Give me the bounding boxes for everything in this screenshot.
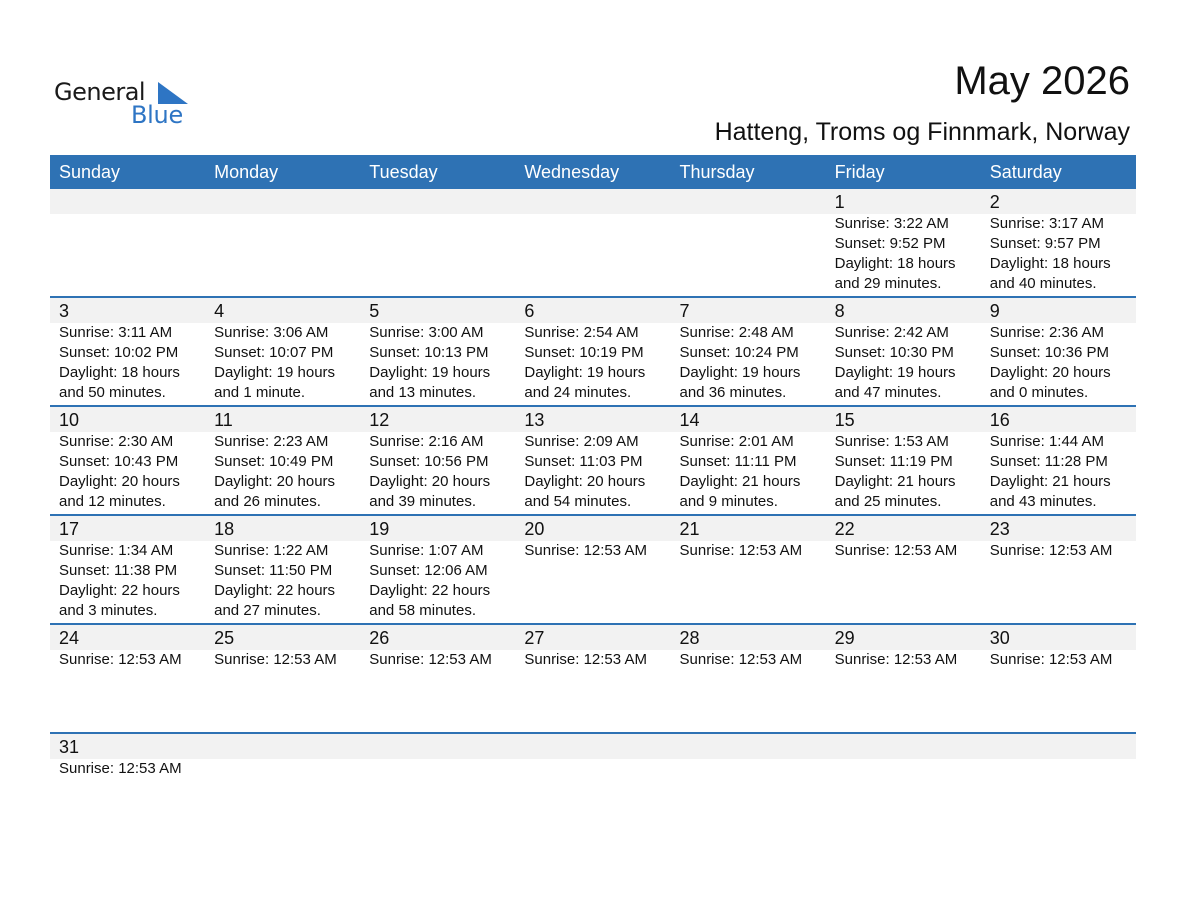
day-cell bbox=[671, 516, 826, 623]
sunset-text: Sunset: 10:07 PM bbox=[214, 344, 334, 361]
sunrise-text: Sunrise: 12:53 AM bbox=[524, 651, 647, 668]
day-cell bbox=[205, 189, 360, 296]
day-number: 8 bbox=[834, 301, 845, 321]
week-cells bbox=[50, 407, 1136, 514]
sunset-text: Sunset: 11:03 PM bbox=[524, 453, 643, 470]
sunrise-text: Sunrise: 12:53 AM bbox=[214, 651, 337, 668]
day-number: 21 bbox=[679, 519, 700, 539]
daylight-minutes-text: and 25 minutes. bbox=[834, 493, 942, 510]
sunset-text: Sunset: 10:13 PM bbox=[369, 344, 489, 361]
sunrise-text: Sunrise: 1:44 AM bbox=[989, 433, 1104, 450]
sunrise-text: Sunrise: 12:53 AM bbox=[989, 542, 1113, 559]
sunrise-text: Sunrise: 12:53 AM bbox=[834, 542, 958, 559]
sunrise-text: Sunrise: 2:30 AM bbox=[59, 433, 174, 450]
week-row bbox=[50, 298, 1136, 407]
day-number: 23 bbox=[989, 519, 1010, 539]
daylight-hours-text: Daylight: 18 hours bbox=[989, 255, 1111, 272]
daylight-hours-text: Daylight: 20 hours bbox=[524, 473, 646, 490]
daylight-minutes-text: and 50 minutes. bbox=[59, 384, 166, 401]
day-number: 22 bbox=[834, 519, 855, 539]
weeks-container bbox=[50, 189, 1136, 843]
sunset-text: Sunset: 11:38 PM bbox=[59, 562, 178, 579]
sunset-text: Sunset: 10:56 PM bbox=[369, 453, 489, 470]
day-number: 28 bbox=[679, 628, 700, 648]
day-cell bbox=[205, 625, 360, 732]
sunrise-text: Sunrise: 2:09 AM bbox=[524, 433, 639, 450]
day-cell bbox=[360, 298, 515, 405]
weekday-friday: Friday bbox=[834, 162, 885, 182]
day-number: 18 bbox=[214, 519, 235, 539]
daylight-minutes-text: and 27 minutes. bbox=[214, 602, 321, 619]
day-cell bbox=[826, 516, 981, 623]
daylight-minutes-text: and 36 minutes. bbox=[679, 384, 787, 401]
day-cell bbox=[515, 516, 670, 623]
daylight-minutes-text: and 13 minutes. bbox=[369, 384, 476, 401]
sunset-text: Sunset: 10:36 PM bbox=[989, 344, 1109, 361]
sunset-text: Sunset: 11:50 PM bbox=[214, 562, 333, 579]
weekday-tuesday: Tuesday bbox=[369, 162, 438, 182]
day-number: 26 bbox=[369, 628, 390, 648]
weekday-saturday: Saturday bbox=[989, 162, 1062, 182]
sunrise-text: Sunrise: 1:22 AM bbox=[214, 542, 329, 559]
week-cells bbox=[50, 734, 1136, 843]
day-cell bbox=[826, 734, 981, 843]
day-number: 27 bbox=[524, 628, 545, 648]
daylight-minutes-text: and 39 minutes. bbox=[369, 493, 476, 510]
sunrise-text: Sunrise: 12:53 AM bbox=[369, 651, 492, 668]
day-number: 11 bbox=[214, 410, 233, 430]
day-number: 25 bbox=[214, 628, 235, 648]
daylight-hours-text: Daylight: 20 hours bbox=[989, 364, 1111, 381]
sunrise-text: Sunrise: 12:53 AM bbox=[59, 760, 182, 777]
day-cell bbox=[826, 625, 981, 732]
weekday-header bbox=[50, 155, 1136, 189]
sunrise-text: Sunrise: 3:17 AM bbox=[989, 215, 1104, 232]
sunrise-text: Sunrise: 12:53 AM bbox=[524, 542, 647, 559]
daylight-hours-text: Daylight: 19 hours bbox=[524, 364, 646, 381]
sunrise-text: Sunrise: 2:16 AM bbox=[369, 433, 484, 450]
week-row bbox=[50, 189, 1136, 298]
logo-text-general: General bbox=[54, 78, 146, 106]
day-number bbox=[680, 734, 826, 759]
sunrise-text: Sunrise: 3:00 AM bbox=[369, 324, 484, 341]
day-number: 30 bbox=[989, 628, 1010, 648]
daylight-hours-text: Daylight: 22 hours bbox=[369, 582, 491, 599]
day-cell bbox=[671, 298, 826, 405]
daylight-hours-text: Daylight: 21 hours bbox=[679, 473, 801, 490]
daylight-hours-text: Daylight: 22 hours bbox=[214, 582, 336, 599]
day-cell bbox=[981, 734, 1136, 843]
day-number: 7 bbox=[679, 301, 690, 321]
weekday-sunday: Sunday bbox=[59, 162, 121, 182]
sunrise-text: Sunrise: 12:53 AM bbox=[59, 651, 182, 668]
day-cell bbox=[515, 625, 670, 732]
daylight-minutes-text: and 29 minutes. bbox=[834, 275, 942, 292]
day-number: 12 bbox=[369, 410, 390, 430]
day-number: 24 bbox=[59, 628, 80, 648]
day-number: 19 bbox=[369, 519, 390, 539]
day-cell bbox=[981, 407, 1136, 514]
day-cell bbox=[826, 407, 981, 514]
week-cells bbox=[50, 625, 1136, 732]
sunrise-text: Sunrise: 3:11 AM bbox=[59, 324, 173, 341]
sunrise-text: Sunrise: 12:53 AM bbox=[679, 542, 803, 559]
sunset-text: Sunset: 10:30 PM bbox=[834, 344, 954, 361]
day-number bbox=[835, 734, 981, 759]
daylight-minutes-text: and 3 minutes. bbox=[59, 602, 158, 619]
day-number: 9 bbox=[989, 301, 1000, 321]
sunrise-text: Sunrise: 2:23 AM bbox=[214, 433, 329, 450]
daylight-minutes-text: and 54 minutes. bbox=[524, 493, 632, 510]
sunset-text: Sunset: 12:06 AM bbox=[369, 562, 488, 579]
page-title: May 2026 bbox=[954, 59, 1130, 103]
day-cell bbox=[50, 189, 205, 296]
daylight-minutes-text: and 1 minute. bbox=[214, 384, 306, 401]
day-cell bbox=[515, 734, 670, 843]
day-cell bbox=[360, 516, 515, 623]
day-number: 16 bbox=[989, 410, 1010, 430]
day-cell bbox=[50, 407, 205, 514]
daylight-hours-text: Daylight: 19 hours bbox=[214, 364, 336, 381]
day-number: 2 bbox=[989, 192, 1000, 212]
week-row bbox=[50, 516, 1136, 625]
day-number: 3 bbox=[59, 301, 70, 321]
day-number bbox=[524, 189, 670, 214]
sunrise-text: Sunrise: 3:22 AM bbox=[834, 215, 949, 232]
day-number bbox=[214, 734, 360, 759]
sunrise-text: Sunrise: 12:53 AM bbox=[834, 651, 958, 668]
daylight-hours-text: Daylight: 20 hours bbox=[59, 473, 180, 490]
daylight-minutes-text: and 12 minutes. bbox=[59, 493, 166, 510]
week-cells bbox=[50, 516, 1136, 623]
day-cell bbox=[205, 407, 360, 514]
day-cell bbox=[826, 298, 981, 405]
day-cell bbox=[360, 189, 515, 296]
daylight-hours-text: Daylight: 20 hours bbox=[214, 473, 336, 490]
day-number bbox=[990, 734, 1136, 759]
week-cells bbox=[50, 189, 1136, 296]
day-number bbox=[214, 189, 360, 214]
daylight-hours-text: Daylight: 19 hours bbox=[679, 364, 801, 381]
daylight-minutes-text: and 0 minutes. bbox=[989, 384, 1089, 401]
week-row bbox=[50, 625, 1136, 734]
day-cell bbox=[671, 189, 826, 296]
day-number bbox=[369, 189, 515, 214]
day-cell bbox=[360, 625, 515, 732]
day-number: 20 bbox=[524, 519, 545, 539]
location-subtitle: Hatteng, Troms og Finnmark, Norway bbox=[714, 118, 1130, 146]
logo bbox=[54, 78, 194, 130]
sunrise-text: Sunrise: 12:53 AM bbox=[989, 651, 1113, 668]
day-cell bbox=[515, 407, 670, 514]
day-cell bbox=[515, 189, 670, 296]
daylight-minutes-text: and 43 minutes. bbox=[989, 493, 1097, 510]
day-cell bbox=[205, 516, 360, 623]
weekday-thursday: Thursday bbox=[679, 162, 755, 182]
daylight-minutes-text: and 58 minutes. bbox=[369, 602, 476, 619]
day-number bbox=[524, 734, 670, 759]
day-number bbox=[369, 734, 515, 759]
daylight-minutes-text: and 47 minutes. bbox=[834, 384, 942, 401]
sunrise-text: Sunrise: 2:36 AM bbox=[989, 324, 1104, 341]
day-cell bbox=[671, 734, 826, 843]
weekday-monday: Monday bbox=[214, 162, 279, 182]
weekday-wednesday: Wednesday bbox=[524, 162, 620, 182]
sunset-text: Sunset: 10:02 PM bbox=[59, 344, 179, 361]
day-cell bbox=[981, 189, 1136, 296]
day-number: 31 bbox=[59, 737, 80, 757]
daylight-hours-text: Daylight: 21 hours bbox=[989, 473, 1111, 490]
day-cell bbox=[360, 734, 515, 843]
calendar-grid bbox=[50, 155, 1136, 843]
day-cell bbox=[50, 734, 205, 843]
sunrise-text: Sunrise: 2:01 AM bbox=[679, 433, 794, 450]
sunset-text: Sunset: 9:57 PM bbox=[989, 235, 1101, 252]
day-cell bbox=[515, 298, 670, 405]
daylight-hours-text: Daylight: 18 hours bbox=[834, 255, 956, 272]
daylight-hours-text: Daylight: 22 hours bbox=[59, 582, 180, 599]
day-cell bbox=[50, 298, 205, 405]
day-cell bbox=[360, 407, 515, 514]
sunrise-text: Sunrise: 1:53 AM bbox=[834, 433, 949, 450]
logo-text-blue: Blue bbox=[131, 101, 183, 129]
sunset-text: Sunset: 11:11 PM bbox=[679, 453, 797, 470]
daylight-hours-text: Daylight: 19 hours bbox=[369, 364, 491, 381]
day-cell bbox=[205, 298, 360, 405]
sunrise-text: Sunrise: 2:54 AM bbox=[524, 324, 639, 341]
day-cell bbox=[671, 625, 826, 732]
sunset-text: Sunset: 10:49 PM bbox=[214, 453, 334, 470]
daylight-hours-text: Daylight: 19 hours bbox=[834, 364, 956, 381]
daylight-hours-text: Daylight: 21 hours bbox=[834, 473, 956, 490]
day-cell bbox=[826, 189, 981, 296]
day-number: 13 bbox=[524, 410, 545, 430]
day-number: 17 bbox=[59, 519, 80, 539]
day-number: 4 bbox=[214, 301, 225, 321]
day-cell bbox=[50, 625, 205, 732]
week-row bbox=[50, 734, 1136, 843]
day-number: 6 bbox=[524, 301, 535, 321]
day-number: 15 bbox=[834, 410, 855, 430]
daylight-hours-text: Daylight: 18 hours bbox=[59, 364, 180, 381]
daylight-minutes-text: and 40 minutes. bbox=[989, 275, 1097, 292]
day-cell bbox=[981, 516, 1136, 623]
day-cell bbox=[205, 734, 360, 843]
daylight-minutes-text: and 9 minutes. bbox=[679, 493, 778, 510]
sunset-text: Sunset: 11:28 PM bbox=[989, 453, 1108, 470]
day-number bbox=[59, 189, 205, 214]
day-cell bbox=[981, 298, 1136, 405]
daylight-minutes-text: and 24 minutes. bbox=[524, 384, 632, 401]
day-number: 29 bbox=[834, 628, 855, 648]
day-cell bbox=[671, 407, 826, 514]
sunset-text: Sunset: 11:19 PM bbox=[834, 453, 953, 470]
day-cell bbox=[981, 625, 1136, 732]
sunrise-text: Sunrise: 2:42 AM bbox=[834, 324, 949, 341]
day-number: 5 bbox=[369, 301, 380, 321]
day-number: 10 bbox=[59, 410, 80, 430]
sunrise-text: Sunrise: 1:34 AM bbox=[59, 542, 174, 559]
sunrise-text: Sunrise: 12:53 AM bbox=[679, 651, 803, 668]
sunset-text: Sunset: 10:19 PM bbox=[524, 344, 644, 361]
sunrise-text: Sunrise: 3:06 AM bbox=[214, 324, 329, 341]
sunrise-text: Sunrise: 2:48 AM bbox=[679, 324, 794, 341]
sunset-text: Sunset: 10:43 PM bbox=[59, 453, 179, 470]
day-number: 14 bbox=[679, 410, 700, 430]
day-cell bbox=[50, 516, 205, 623]
day-number bbox=[680, 189, 826, 214]
sunset-text: Sunset: 10:24 PM bbox=[679, 344, 799, 361]
week-cells bbox=[50, 298, 1136, 405]
week-row bbox=[50, 407, 1136, 516]
sunrise-text: Sunrise: 1:07 AM bbox=[369, 542, 484, 559]
daylight-hours-text: Daylight: 20 hours bbox=[369, 473, 491, 490]
daylight-minutes-text: and 26 minutes. bbox=[214, 493, 321, 510]
day-number: 1 bbox=[834, 192, 845, 212]
sunset-text: Sunset: 9:52 PM bbox=[834, 235, 946, 252]
